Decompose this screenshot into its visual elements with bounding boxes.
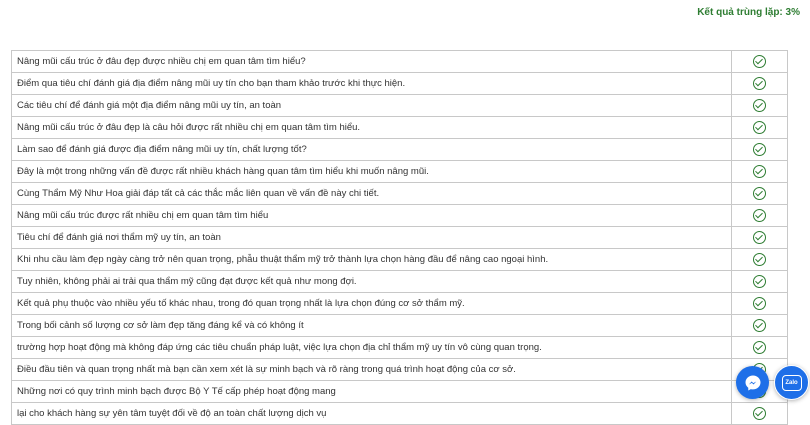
check-circle-icon <box>753 187 766 200</box>
check-circle-icon <box>753 297 766 310</box>
status-cell <box>732 403 788 425</box>
status-cell <box>732 337 788 359</box>
table-row <box>12 73 788 95</box>
sentence-cell: Tuy nhiên, không phải ai trải qua thẩm mỹ cũng đạt được kết quả như mong đợi. <box>12 271 732 293</box>
status-cell <box>732 271 788 293</box>
table-row <box>12 271 788 293</box>
status-cell <box>732 117 788 139</box>
table-row <box>12 403 788 425</box>
status-cell <box>732 51 788 73</box>
check-circle-icon <box>753 407 766 420</box>
zalo-icon <box>782 375 802 391</box>
table-row <box>12 183 788 205</box>
sentence-cell: Đây là một trong những vấn đề được rất nhiều khách hàng quan tâm tìm hiểu khi muốn nâng mũi. <box>12 161 732 183</box>
table-row <box>12 293 788 315</box>
table-row <box>12 227 788 249</box>
check-circle-icon <box>753 275 766 288</box>
table-row <box>12 139 788 161</box>
check-circle-icon <box>753 55 766 68</box>
table-row <box>12 359 788 381</box>
zalo-label: Zalo <box>785 379 798 386</box>
sentence-cell: trường hợp hoạt động mà không đáp ứng các tiêu chuẩn pháp luật, việc lựa chọn địa chỉ thẩm mỹ uy tín vô cùng quan trọng. <box>12 337 732 359</box>
status-cell <box>732 161 788 183</box>
sentence-cell: Các tiêu chí để đánh giá một địa điểm nâng mũi uy tín, an toàn <box>12 95 732 117</box>
table-row <box>12 315 788 337</box>
sentence-cell: Điều đầu tiên và quan trọng nhất mà bạn cần xem xét là sự minh bạch và rõ ràng trong quá trình hoạt động của cơ sở. <box>12 359 732 381</box>
messenger-icon <box>744 374 762 392</box>
sentence-cell: Trong bối cảnh số lượng cơ sở làm đẹp tăng đáng kể và có không ít <box>12 315 732 337</box>
sentence-cell: Những nơi có quy trình minh bạch được Bộ Y Tế cấp phép hoạt động mang <box>12 381 732 403</box>
table-row <box>12 337 788 359</box>
table-row <box>12 117 788 139</box>
sentence-table <box>11 50 788 425</box>
status-cell <box>732 227 788 249</box>
status-cell <box>732 249 788 271</box>
check-circle-icon <box>753 319 766 332</box>
sentence-cell: lại cho khách hàng sự yên tâm tuyệt đối về độ an toàn chất lượng dịch vụ <box>12 403 732 425</box>
check-circle-icon <box>753 165 766 178</box>
check-circle-icon <box>753 253 766 266</box>
sentence-cell: Làm sao để đánh giá được địa điểm nâng mũi uy tín, chất lượng tốt? <box>12 139 732 161</box>
status-cell <box>732 139 788 161</box>
status-cell <box>732 205 788 227</box>
table-row <box>12 95 788 117</box>
status-cell <box>732 95 788 117</box>
table-row <box>12 161 788 183</box>
messenger-button[interactable] <box>736 366 769 399</box>
table-row <box>12 249 788 271</box>
zalo-button[interactable] <box>774 365 809 400</box>
check-circle-icon <box>753 143 766 156</box>
sentence-cell: Điểm qua tiêu chí đánh giá địa điểm nâng mũi uy tín cho bạn tham khảo trước khi thực hiện. <box>12 73 732 95</box>
check-circle-icon <box>753 99 766 112</box>
sentence-cell: Khi nhu cầu làm đẹp ngày càng trở nên quan trọng, phẫu thuật thẩm mỹ trở thành lựa chọn hàng đầu để nâng cao ngoại hình. <box>12 249 732 271</box>
sentence-cell: Cùng Thẩm Mỹ Như Hoa giải đáp tất cả các thắc mắc liên quan về vấn đề này chi tiết. <box>12 183 732 205</box>
sentence-cell: Nâng mũi cấu trúc ở đâu đẹp được nhiều chị em quan tâm tìm hiểu? <box>12 51 732 73</box>
sentence-cell: Nâng mũi cấu trúc ở đâu đẹp là câu hỏi được rất nhiều chị em quan tâm tìm hiểu. <box>12 117 732 139</box>
sentence-cell: Tiêu chí để đánh giá nơi thẩm mỹ uy tín, an toàn <box>12 227 732 249</box>
table-row <box>12 51 788 73</box>
check-circle-icon <box>753 209 766 222</box>
check-circle-icon <box>753 121 766 134</box>
check-circle-icon <box>753 231 766 244</box>
status-cell <box>732 315 788 337</box>
sentence-cell: Nâng mũi cấu trúc được rất nhiều chị em quan tâm tìm hiểu <box>12 205 732 227</box>
duplicate-result-label: Kết quả trùng lặp: 3% <box>697 7 800 18</box>
check-circle-icon <box>753 341 766 354</box>
table-row <box>12 381 788 403</box>
status-cell <box>732 73 788 95</box>
check-circle-icon <box>753 77 766 90</box>
status-cell <box>732 293 788 315</box>
status-cell <box>732 183 788 205</box>
table-row <box>12 205 788 227</box>
sentence-cell: Kết quả phụ thuộc vào nhiều yếu tố khác nhau, trong đó quan trọng nhất là lựa chọn đúng cơ sở thẩm mỹ. <box>12 293 732 315</box>
